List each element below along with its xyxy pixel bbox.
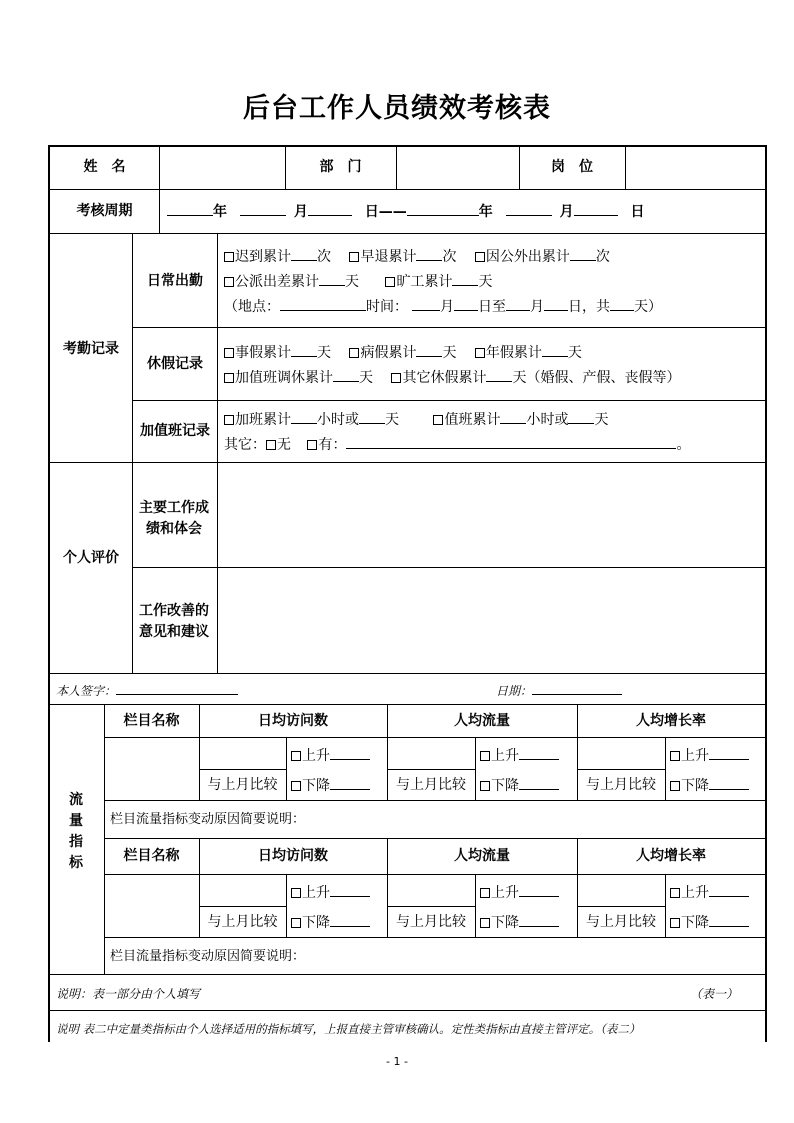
divider: [48, 233, 767, 234]
up-option: 上升: [291, 746, 370, 765]
footer-note-1: 说明：表一部分由个人填写: [56, 987, 201, 1001]
col-name-header: 栏目名称: [123, 848, 180, 864]
divider: [132, 327, 767, 328]
daily-attendance-label: 日常出勤: [147, 273, 203, 289]
up-checkbox[interactable]: [480, 751, 490, 761]
traffic-note: 栏目流量指标变动原因简要说明：: [110, 949, 306, 964]
down-checkbox[interactable]: [291, 781, 301, 791]
absence-checkbox[interactable]: [385, 277, 395, 287]
day-unit: 日——: [364, 204, 407, 220]
divider: [665, 874, 666, 937]
period-value[interactable]: [167, 202, 645, 221]
divider: [132, 233, 133, 673]
page-title: 后台工作人员绩效考核表: [243, 93, 551, 124]
compare-label: 与上月比较: [207, 914, 278, 930]
down-checkbox[interactable]: [670, 781, 680, 791]
daily-line-3: （地点： 时间： 月 日至 月 日，共 天）: [224, 299, 662, 315]
month-unit: 月: [559, 204, 574, 220]
compare-label: 与上月比较: [396, 914, 466, 930]
divider: [475, 737, 476, 800]
down-checkbox[interactable]: [480, 781, 490, 791]
signature-field[interactable]: [116, 681, 238, 695]
up-checkbox[interactable]: [670, 888, 680, 898]
compare-label: 与上月比较: [586, 914, 656, 930]
post-label: 岗 位: [551, 159, 593, 175]
down-option: 下降: [670, 913, 749, 932]
compare-label: 与上月比较: [586, 777, 656, 793]
frame-right: [765, 145, 767, 1042]
divider: [387, 769, 475, 770]
divider: [48, 189, 767, 190]
overtime-line-2: 其它： 无 有： 。: [224, 437, 691, 453]
up-checkbox[interactable]: [291, 751, 301, 761]
leave-line-2: 加值班调休累计 天 其它休假累计 天（婚假、产假、丧假等）: [224, 368, 680, 387]
daily-line-2: 公派出差累计 天 旷工累计 天: [224, 272, 492, 291]
improvement-label: 工作改善的意见和建议: [139, 603, 209, 640]
name-field[interactable]: [160, 146, 285, 189]
year-unit: 年: [478, 204, 493, 220]
divider: [104, 937, 767, 938]
up-option: 上升: [480, 746, 559, 765]
month-unit: 月: [293, 204, 308, 220]
divider: [48, 704, 767, 705]
divider: [48, 974, 767, 975]
col-daily-header: 日均访问数: [258, 848, 328, 864]
yes-checkbox[interactable]: [307, 440, 317, 450]
annual-leave-checkbox[interactable]: [475, 348, 485, 358]
achievements-field[interactable]: [218, 463, 765, 567]
date-field[interactable]: [532, 681, 622, 695]
divider: [104, 704, 105, 974]
divider: [286, 737, 287, 800]
traffic-note: 栏目流量指标变动原因简要说明：: [110, 812, 306, 827]
divider: [104, 874, 767, 875]
up-checkbox[interactable]: [670, 751, 680, 761]
overtime-line-1: 加班累计 小时或 天 值班累计 小时或 天: [224, 410, 608, 429]
divider: [104, 838, 767, 839]
divider: [475, 874, 476, 937]
personal-eval-label: 个人评价: [63, 550, 119, 566]
attendance-section-label: 考勤记录: [63, 341, 119, 357]
footer-note-1-tag: （表一）: [690, 987, 739, 1001]
late-checkbox[interactable]: [224, 252, 234, 262]
business-trip-checkbox[interactable]: [224, 277, 234, 287]
divider: [199, 906, 286, 907]
divider: [104, 737, 767, 738]
divider: [199, 769, 286, 770]
business-out-checkbox[interactable]: [475, 252, 485, 262]
down-option: 下降: [480, 913, 559, 932]
down-option: 下降: [291, 913, 370, 932]
day-unit: 日: [630, 204, 645, 220]
comp-leave-checkbox[interactable]: [224, 373, 234, 383]
post-field[interactable]: [626, 146, 765, 189]
compare-label: 与上月比较: [207, 777, 278, 793]
overtime-label: 加值班记录: [140, 423, 210, 439]
other-leave-checkbox[interactable]: [391, 373, 401, 383]
divider: [665, 737, 666, 800]
down-option: 下降: [291, 776, 370, 795]
year-unit: 年: [213, 204, 227, 220]
signature-label: 本人签字：: [56, 681, 238, 700]
down-checkbox[interactable]: [291, 918, 301, 928]
up-option: 上升: [480, 883, 559, 902]
divider: [387, 906, 475, 907]
traffic-section-label: 流量指标: [69, 792, 83, 871]
down-checkbox[interactable]: [670, 918, 680, 928]
leave-label: 休假记录: [147, 356, 203, 372]
up-option: 上升: [291, 883, 370, 902]
compare-label: 与上月比较: [396, 777, 466, 793]
dept-label: 部 门: [319, 159, 362, 175]
up-checkbox[interactable]: [291, 888, 301, 898]
up-option: 上升: [670, 746, 749, 765]
duty-checkbox[interactable]: [433, 415, 443, 425]
divider: [286, 874, 287, 937]
down-option: 下降: [670, 776, 749, 795]
page-number: - 1 -: [386, 1055, 408, 1068]
early-leave-checkbox[interactable]: [349, 252, 359, 262]
sick-leave-checkbox[interactable]: [349, 348, 359, 358]
down-option: 下降: [480, 776, 559, 795]
divider: [48, 1010, 767, 1011]
col-growth-header: 人均增长率: [636, 848, 706, 864]
divider: [132, 400, 767, 401]
up-option: 上升: [670, 883, 749, 902]
improvement-field[interactable]: [218, 568, 765, 673]
overtime-checkbox[interactable]: [224, 415, 234, 425]
date-label: 日期：: [496, 681, 622, 700]
none-checkbox[interactable]: [266, 440, 276, 450]
achievements-label: 主要工作成绩和体会: [139, 500, 209, 537]
daily-line-1: 迟到累计 次 早退累计 次 因公外出累计 次: [224, 247, 610, 266]
col-growth-header: 人均增长率: [636, 713, 706, 729]
col-daily-header: 日均访问数: [258, 713, 328, 729]
footer-note-2: 说明 表二中定量类指标由个人选择适用的指标填写，上报直接主管审核确认。定性类指标由直接主管评定。（表二）: [56, 1022, 641, 1036]
divider: [104, 800, 767, 801]
name-label: 姓 名: [83, 159, 126, 175]
leave-line-1: 事假累计 天 病假累计 天 年假累计 天: [224, 343, 582, 362]
period-label: 考核周期: [76, 203, 133, 219]
divider: [577, 769, 665, 770]
down-checkbox[interactable]: [480, 918, 490, 928]
personal-leave-checkbox[interactable]: [224, 348, 234, 358]
divider: [48, 673, 767, 674]
dept-field[interactable]: [397, 146, 519, 189]
col-per-capita-header: 人均流量: [454, 713, 510, 729]
col-name-header: 栏目名称: [123, 713, 180, 729]
frame-left: [48, 145, 50, 1042]
up-checkbox[interactable]: [480, 888, 490, 898]
divider: [577, 906, 665, 907]
col-per-capita-header: 人均流量: [454, 848, 510, 864]
